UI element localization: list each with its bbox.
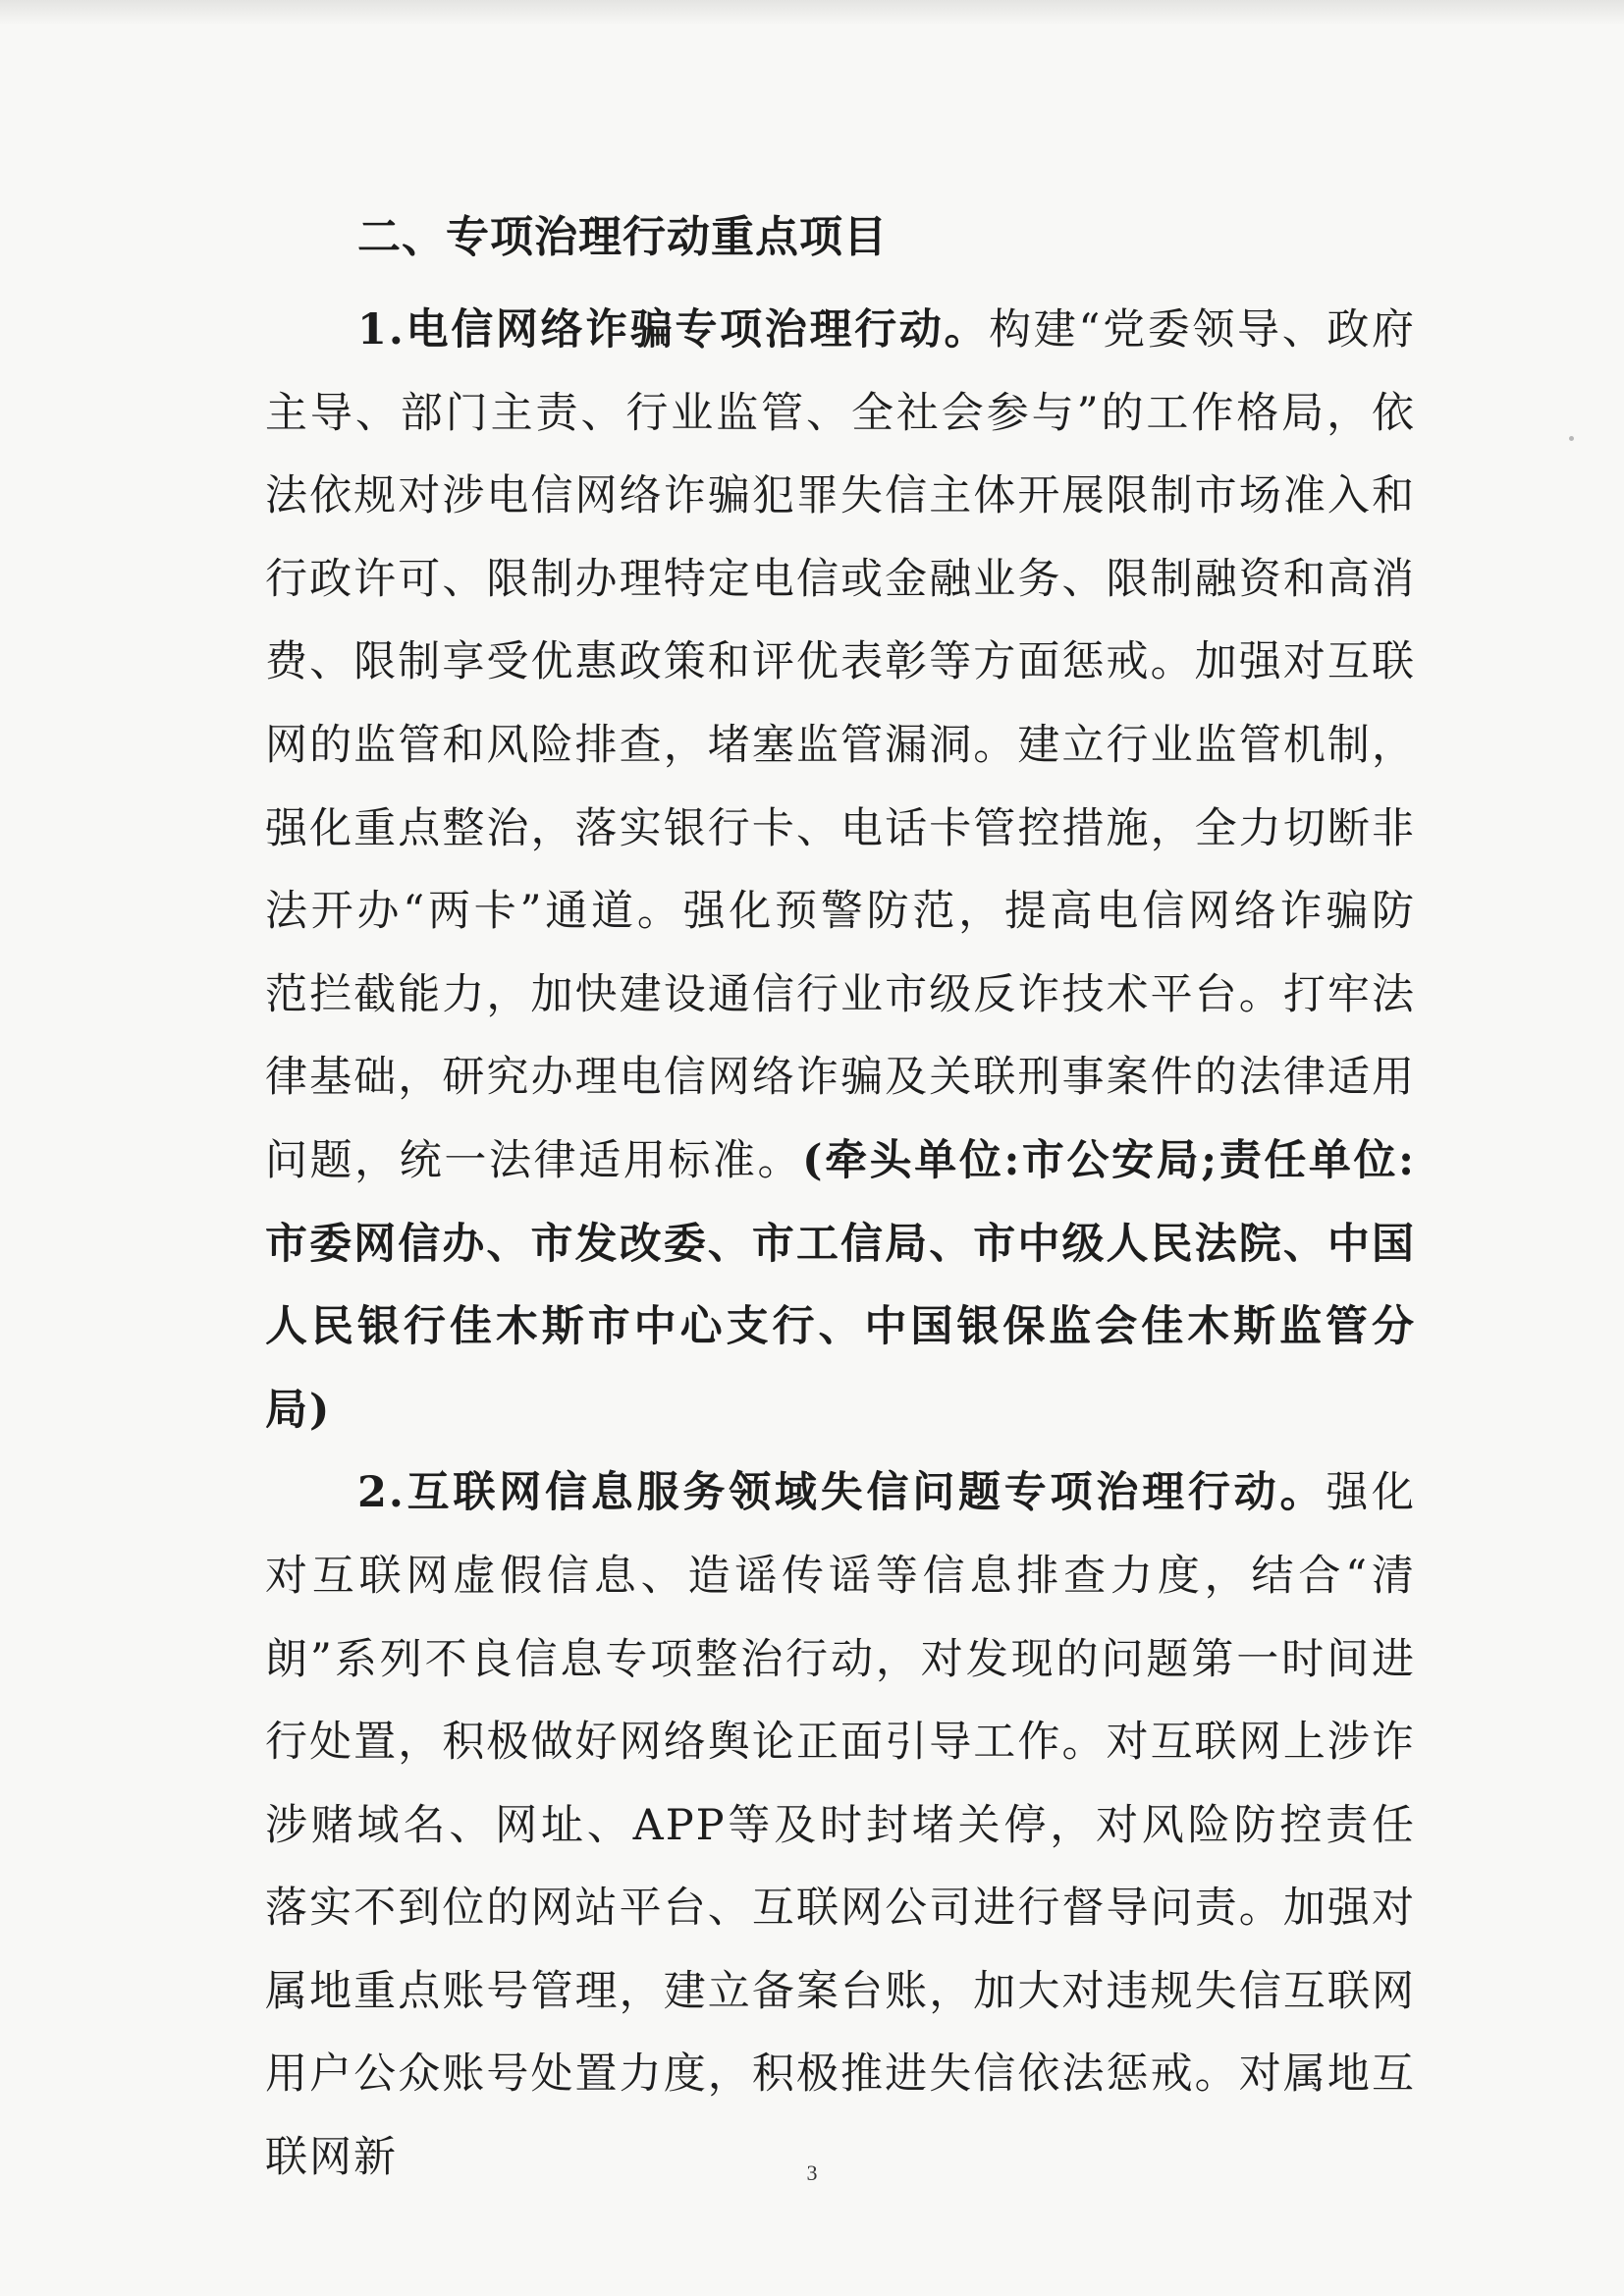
item-2-title: 2.互联网信息服务领域失信问题专项治理行动。: [357, 1468, 1326, 1518]
page-number: 3: [806, 2160, 818, 2185]
item-2-body: 强化对互联网虚假信息、造谣传谣等信息排查力度，结合“清朗”系列不良信息专项整治行动，对发现的问题第一时间进行处置，积极做好网络舆论正面引导工作。对互联网上涉诈涉赌域名、网址、APP等及时封堵关停，对风险防控责任落实不到位的网站平台、互联网公司进行督导问责。加强对属地重点账号管理，建立备案台账，加大对违规失信互联网用户公众账号处置力度，积极推进失信依法惩戒。对属地互联网新: [265, 1468, 1417, 2183]
scan-speck: [1569, 436, 1574, 441]
document-body: [265, 208, 1416, 2200]
section-heading: 二、专项治理行动重点项目: [357, 212, 888, 262]
item-paragraph-1: [265, 289, 1416, 1451]
item-1-responsible-units: (牵头单位:市公安局;责任单位:市委网信办、市发改委、市工信局、市中级人民法院、中国人民银行佳木斯市中心支行、中国银保监会佳木斯监管分局): [265, 1135, 1416, 1435]
item-1-body: 构建“党委领导、政府主导、部门主责、行业监管、全社会参与”的工作格局，依法依规对涉电信网络诈骗犯罪失信主体开展限制市场准入和行政许可、限制办理特定电信或金融业务、限制融资和高消费、限制享受优惠政策和评优表彰等方面惩戒。加强对互联网的监管和风险排查，堵塞监管漏洞。建立行业监管机制，强化重点整治，落实银行卡、电话卡管控措施，全力切断非法开办“两卡”通道。强化预警防范，提高电信网络诈骗防范拦截能力，加快建设通信行业市级反诈技术平台。打牢法律基础，研究办理电信网络诈骗及关联刑事案件的法律适用问题，统一法律适用标准。: [265, 305, 1417, 1185]
item-1-title: 1.电信网络诈骗专项治理行动。: [357, 305, 990, 355]
item-paragraph-2: [265, 1451, 1416, 2199]
scan-edge-shadow: [0, 0, 1624, 26]
